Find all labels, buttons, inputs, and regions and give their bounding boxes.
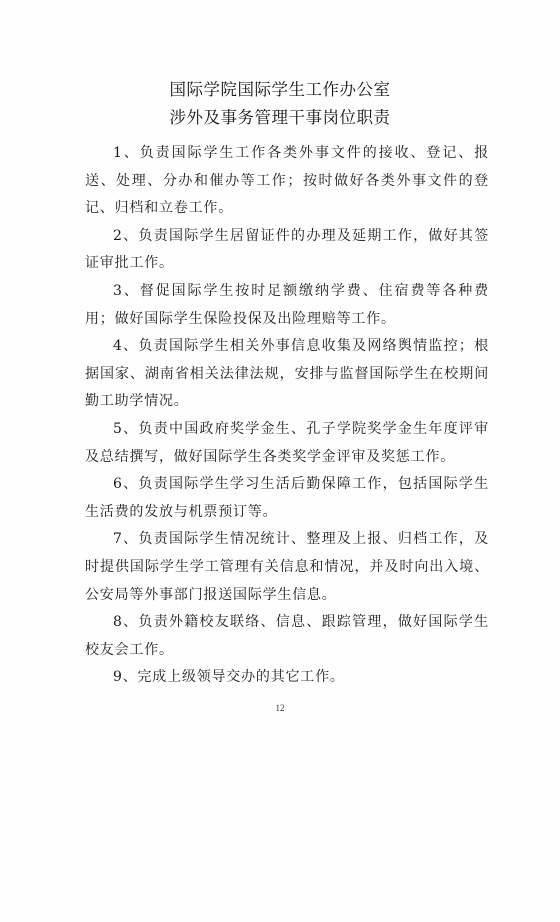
duty-item-3: 3、督促国际学生按时足额缴纳学费、住宿费等各种费用；做好国际学生保险投保及出险理赔等工作。 [85,282,489,327]
duty-item-6: 6、负责国际学生学习生活后勤保障工作，包括国际学生生活费的发放与机票预订等。 [85,476,489,520]
duty-item-7: 7、负责国际学生情况统计、整理及上报、归档工作，及时提供国际学生学工管理有关信息和情况，并及时向出入境、公安局等外事部门报送国际学生信息。 [85,531,489,603]
document-body [85,140,489,692]
document-title: 国际学院国际学生工作办公室 [169,80,391,99]
duty-item-9: 9、完成上级领导交办的其它工作。 [113,669,345,686]
page-number: 12 [275,703,285,713]
duty-item-8: 8、负责外籍校友联络、信息、跟踪管理，做好国际学生校友会工作。 [85,614,489,658]
duty-item-4: 4、负责国际学生相关外事信息收集及网络舆情监控；根据国家、湖南省相关法律法规，安排与监督国际学生在校期间勤工助学情况。 [85,338,489,410]
duty-item-1: 1、负责国际学生工作各类外事文件的接收、登记、报送、处理、分办和催办等工作；按时做好各类外事文件的登记、归档和立卷工作。 [85,145,489,217]
document-subtitle: 涉外及事务管理干事岗位职责 [169,108,391,127]
duty-item-2: 2、负责国际学生居留证件的办理及延期工作，做好其签证审批工作。 [85,227,489,272]
duty-item-5: 5、负责中国政府奖学金生、孔子学院奖学金生年度评审及总结撰写，做好国际学生各类奖学金评审及奖惩工作。 [85,420,489,465]
